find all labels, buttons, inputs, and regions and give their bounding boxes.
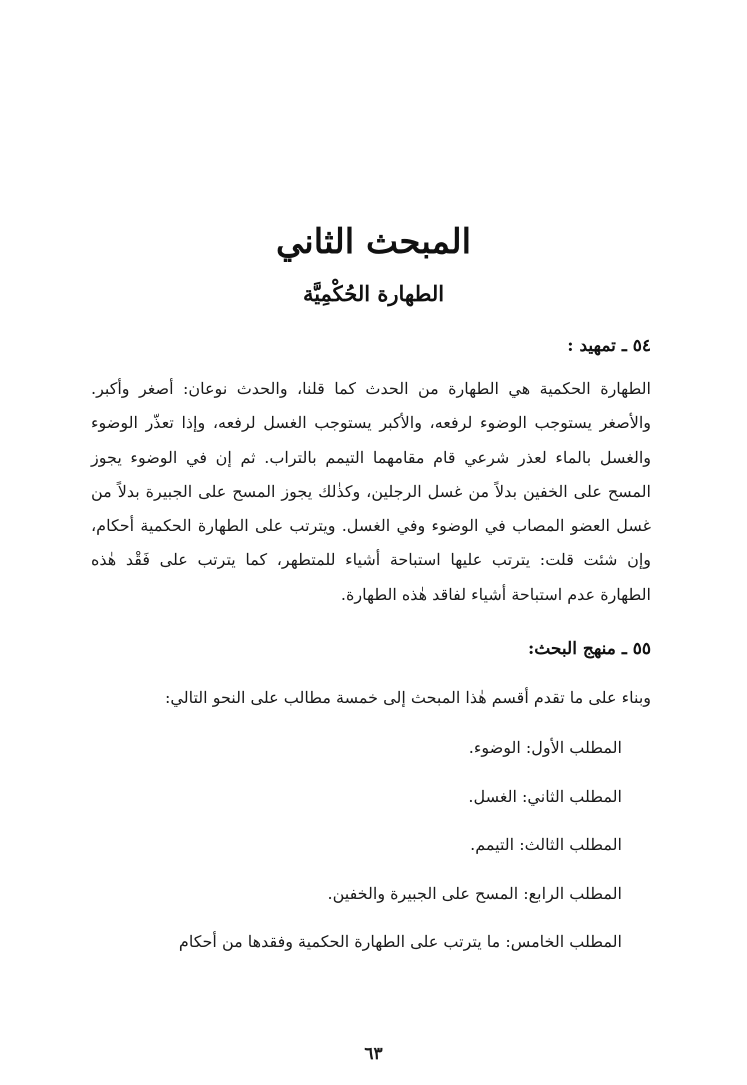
list-item: المطلب الثاني: الغسل.: [468, 786, 622, 806]
list-item: المطلب الرابع: المسح على الجبيرة والخفين.: [327, 883, 622, 903]
section-heading-introduction: ٥٤ ـ تمهيد :: [567, 336, 651, 356]
introduction-paragraph: الطهارة الحكمية هي الطهارة من الحدث كما قلنا، والحدث نوعان: أصغر وأكبر. والأصغر يستوجب الوضوء لرفعه، والأكبر يستوجب الغسل لرفعه، وإذا تعذّر الوضوء والغسل بالماء لعذر شرعي قام مقامهما التيمم بالتراب. ثم إن في الوضوء يجوز المسح على الخفين بدلاً من غسل الرجلين، وكذٰلك يجوز المسح على الجبيرة بدلاً من غسل العضو المصاب في الوضوء وفي الغسل. ويترتب على الطهارة الحكمية أحكام، وإن شئت قلت: يترتب عليها استباحة أشياء للمتطهر، كما يترتب على فَقْد هٰذه الطهارة عدم استباحة أشياء لفاقد هٰذه الطهارة.: [91, 379, 652, 604]
chapter-subtitle: الطهارة الحُكْمِيَّة: [302, 281, 445, 306]
list-item: المطلب الأول: الوضوء.: [468, 738, 622, 757]
list-item: المطلب الثالث: التيمم.: [470, 835, 622, 855]
page-number: ٦٣: [364, 1044, 383, 1064]
list-item: المطلب الخامس: ما يترتب على الطهارة الحكمية وفقدها من أحكام: [178, 932, 622, 952]
section-heading-methodology: ٥٥ ـ منهج البحث:: [527, 639, 651, 659]
section-list: [102, 733, 622, 976]
chapter-title: المبحث الثاني: [275, 222, 472, 262]
methodology-intro: وبناء على ما تقدم أقسم هٰذا المبحث إلى خمسة مطالب على النحو التالي:: [165, 688, 651, 707]
